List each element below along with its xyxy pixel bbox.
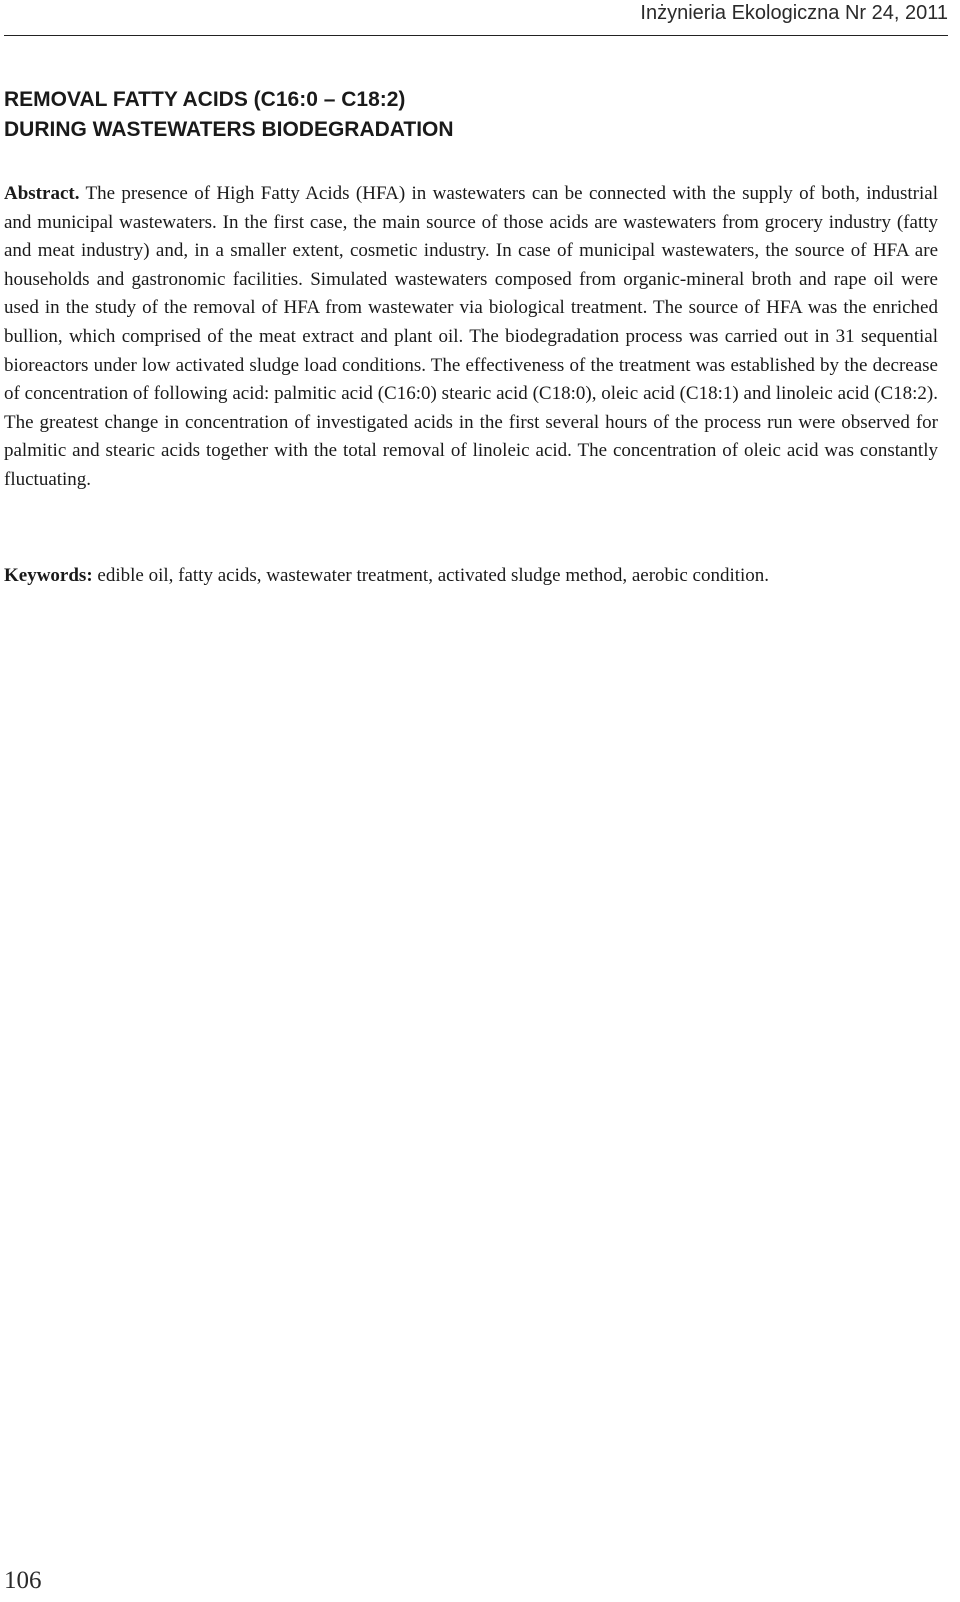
keywords-paragraph [4,562,944,591]
keywords-label: Keywords: [4,565,93,586]
paper-title-line-1: REMOVAL FATTY ACIDS (C16:0 – C18:2) [4,88,406,111]
abstract-paragraph [4,180,938,495]
paper-title-line-2: DURING WASTEWATERS BIODEGRADATION [4,118,454,141]
running-header: Inżynieria Ekologiczna Nr 24, 2011 [640,2,948,24]
page-number: 106 [4,1567,42,1594]
paper-title [4,85,944,145]
keywords-text: edible oil, fatty acids, wastewater treatment, activated sludge method, aerobic condition. [92,565,770,586]
abstract-label: Abstract. [4,183,80,204]
header-divider [4,35,948,36]
abstract-text: The presence of High Fatty Acids (HFA) in wastewaters can be connected with the supply of both, industrial and municipal wastewaters. In the first case, the main source of those acids are wastewaters from grocery industry (fatty and meat industry) and, in a smaller extent, cosmetic industry. In case of municipal wastewaters, the source of HFA are households and gastronomic facilities. Simulated wastewaters composed from organic-mineral broth and rape oil were used in the study of the removal of HFA from wastewater via biological treatment. The source of HFA was the enriched bullion, which comprised of the meat extract and plant oil. The biodegradation process was carried out in 31 sequential bioreactors under low activated sludge load conditions. The effectiveness of the treatment was established by the decrease of concentration of following acid: palmitic acid (C16:0) stearic acid (C18:0), oleic acid (C18:1) and linoleic acid (C18:2). The greatest change in concentration of investigated acids in the first several hours of the process run were observed for palmitic and stearic acids together with the total removal of linoleic acid. The concentration of oleic acid was constantly fluctuating. [4,183,938,490]
